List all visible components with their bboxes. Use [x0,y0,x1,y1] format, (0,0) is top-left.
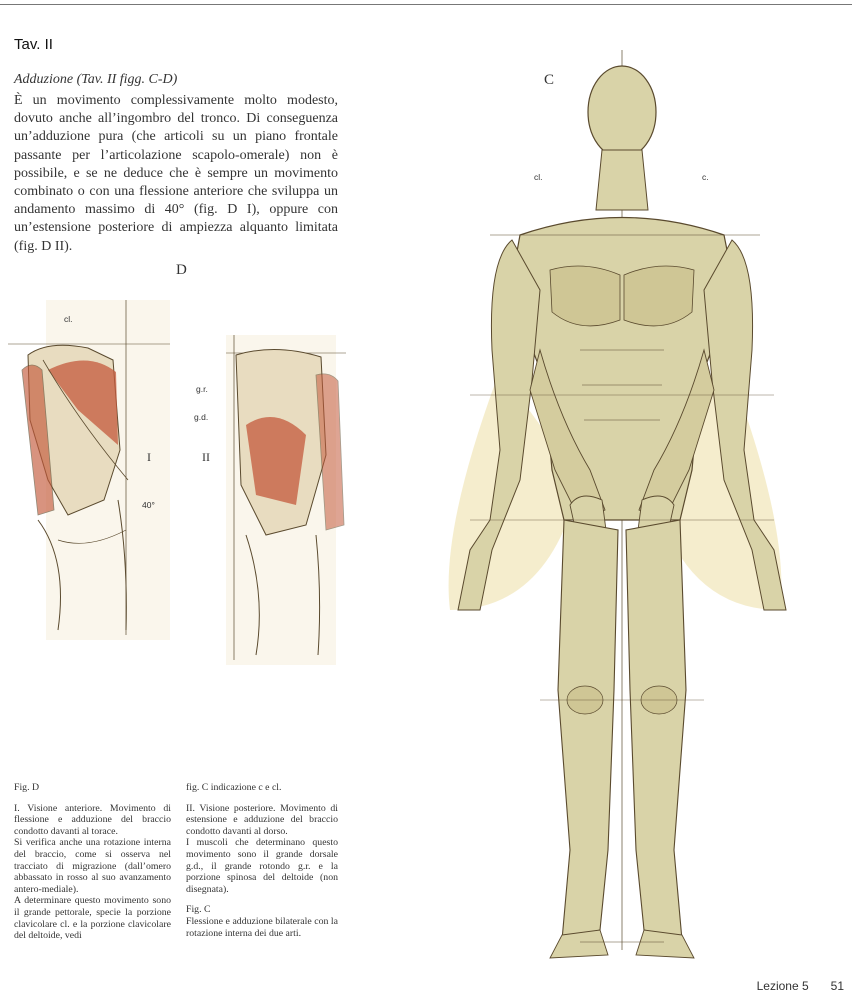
caption-paragraph: A determinare questo movimento sono il grande pettorale, specie la porzione clavicolare cl. e la porzione clavicolare del deltoide, vedi [14,895,171,942]
caption-heading: Fig. C [186,904,211,916]
label-cl-c: cl. [534,172,543,182]
plate-title: Tav. II [14,36,53,53]
figure-d1-illustration [8,300,170,640]
figure-d2-roman: II [202,450,210,464]
caption-paragraph: II. Visione posteriore. Movimento di estensione e adduzione del braccio condotto davanti al dorso. [186,802,338,837]
section-title: Adduzione (Tav. II figg. C-D) [14,72,178,87]
top-rule [0,4,852,5]
caption-column-1 [14,782,171,942]
caption-paragraph: I. Visione anteriore. Movimento di flessione e adduzione del braccio condotto davanti al torace. [14,802,171,837]
label-gr: g.r. [196,384,208,394]
figure-c-letter: C [544,72,555,88]
figure-d2-illustration [226,335,356,665]
caption-paragraph: Flessione e adduzione bilaterale con la rotazione interna dei due arti. [186,915,338,939]
label-cl-d1: cl. [64,314,73,324]
label-40-degrees: 40° [142,500,155,510]
caption-column-2 [186,782,338,939]
figure-d1-roman: I [147,450,151,464]
figure-d-letter: D [176,262,187,278]
lesson-label: Lezione 5 [756,979,809,993]
caption-heading: fig. C indicazione c e cl. [186,782,282,793]
caption-paragraph: I muscoli che determinano questo movimento sono il grande dorsale g.d., il grande rotondo g.r. e la porzione spinosa del deltoide (non disegnata). [186,837,338,895]
page-footer [757,979,844,993]
caption-heading: Fig. D [14,782,40,793]
page-number: 51 [830,979,844,993]
body-paragraph: È un movimento complessivamente molto modesto, dovuto anche all’ingombro del tronco. Di conseguenza un’adduzione pura (che articoli su un piano frontale passante per l’articolazione scapolo-omerale) non è possibile, e se ne deduce che è sempre un movimento combinato o con una flessione anteriore che sviluppa un andamento massimo di 40° (fig. D I), oppure con un’estensione posteriore di ampiezza alquanto limitata (fig. D II). [14,93,338,254]
label-gd: g.d. [194,412,209,422]
figure-c-illustration [430,50,802,970]
label-c: c. [702,172,709,182]
caption-paragraph: Si verifica anche una rotazione interna del braccio, come si osserva nel tracciato di migrazione (dall’omero abbassato in rosso al suo avanzamento antero-mediale). [14,837,171,895]
